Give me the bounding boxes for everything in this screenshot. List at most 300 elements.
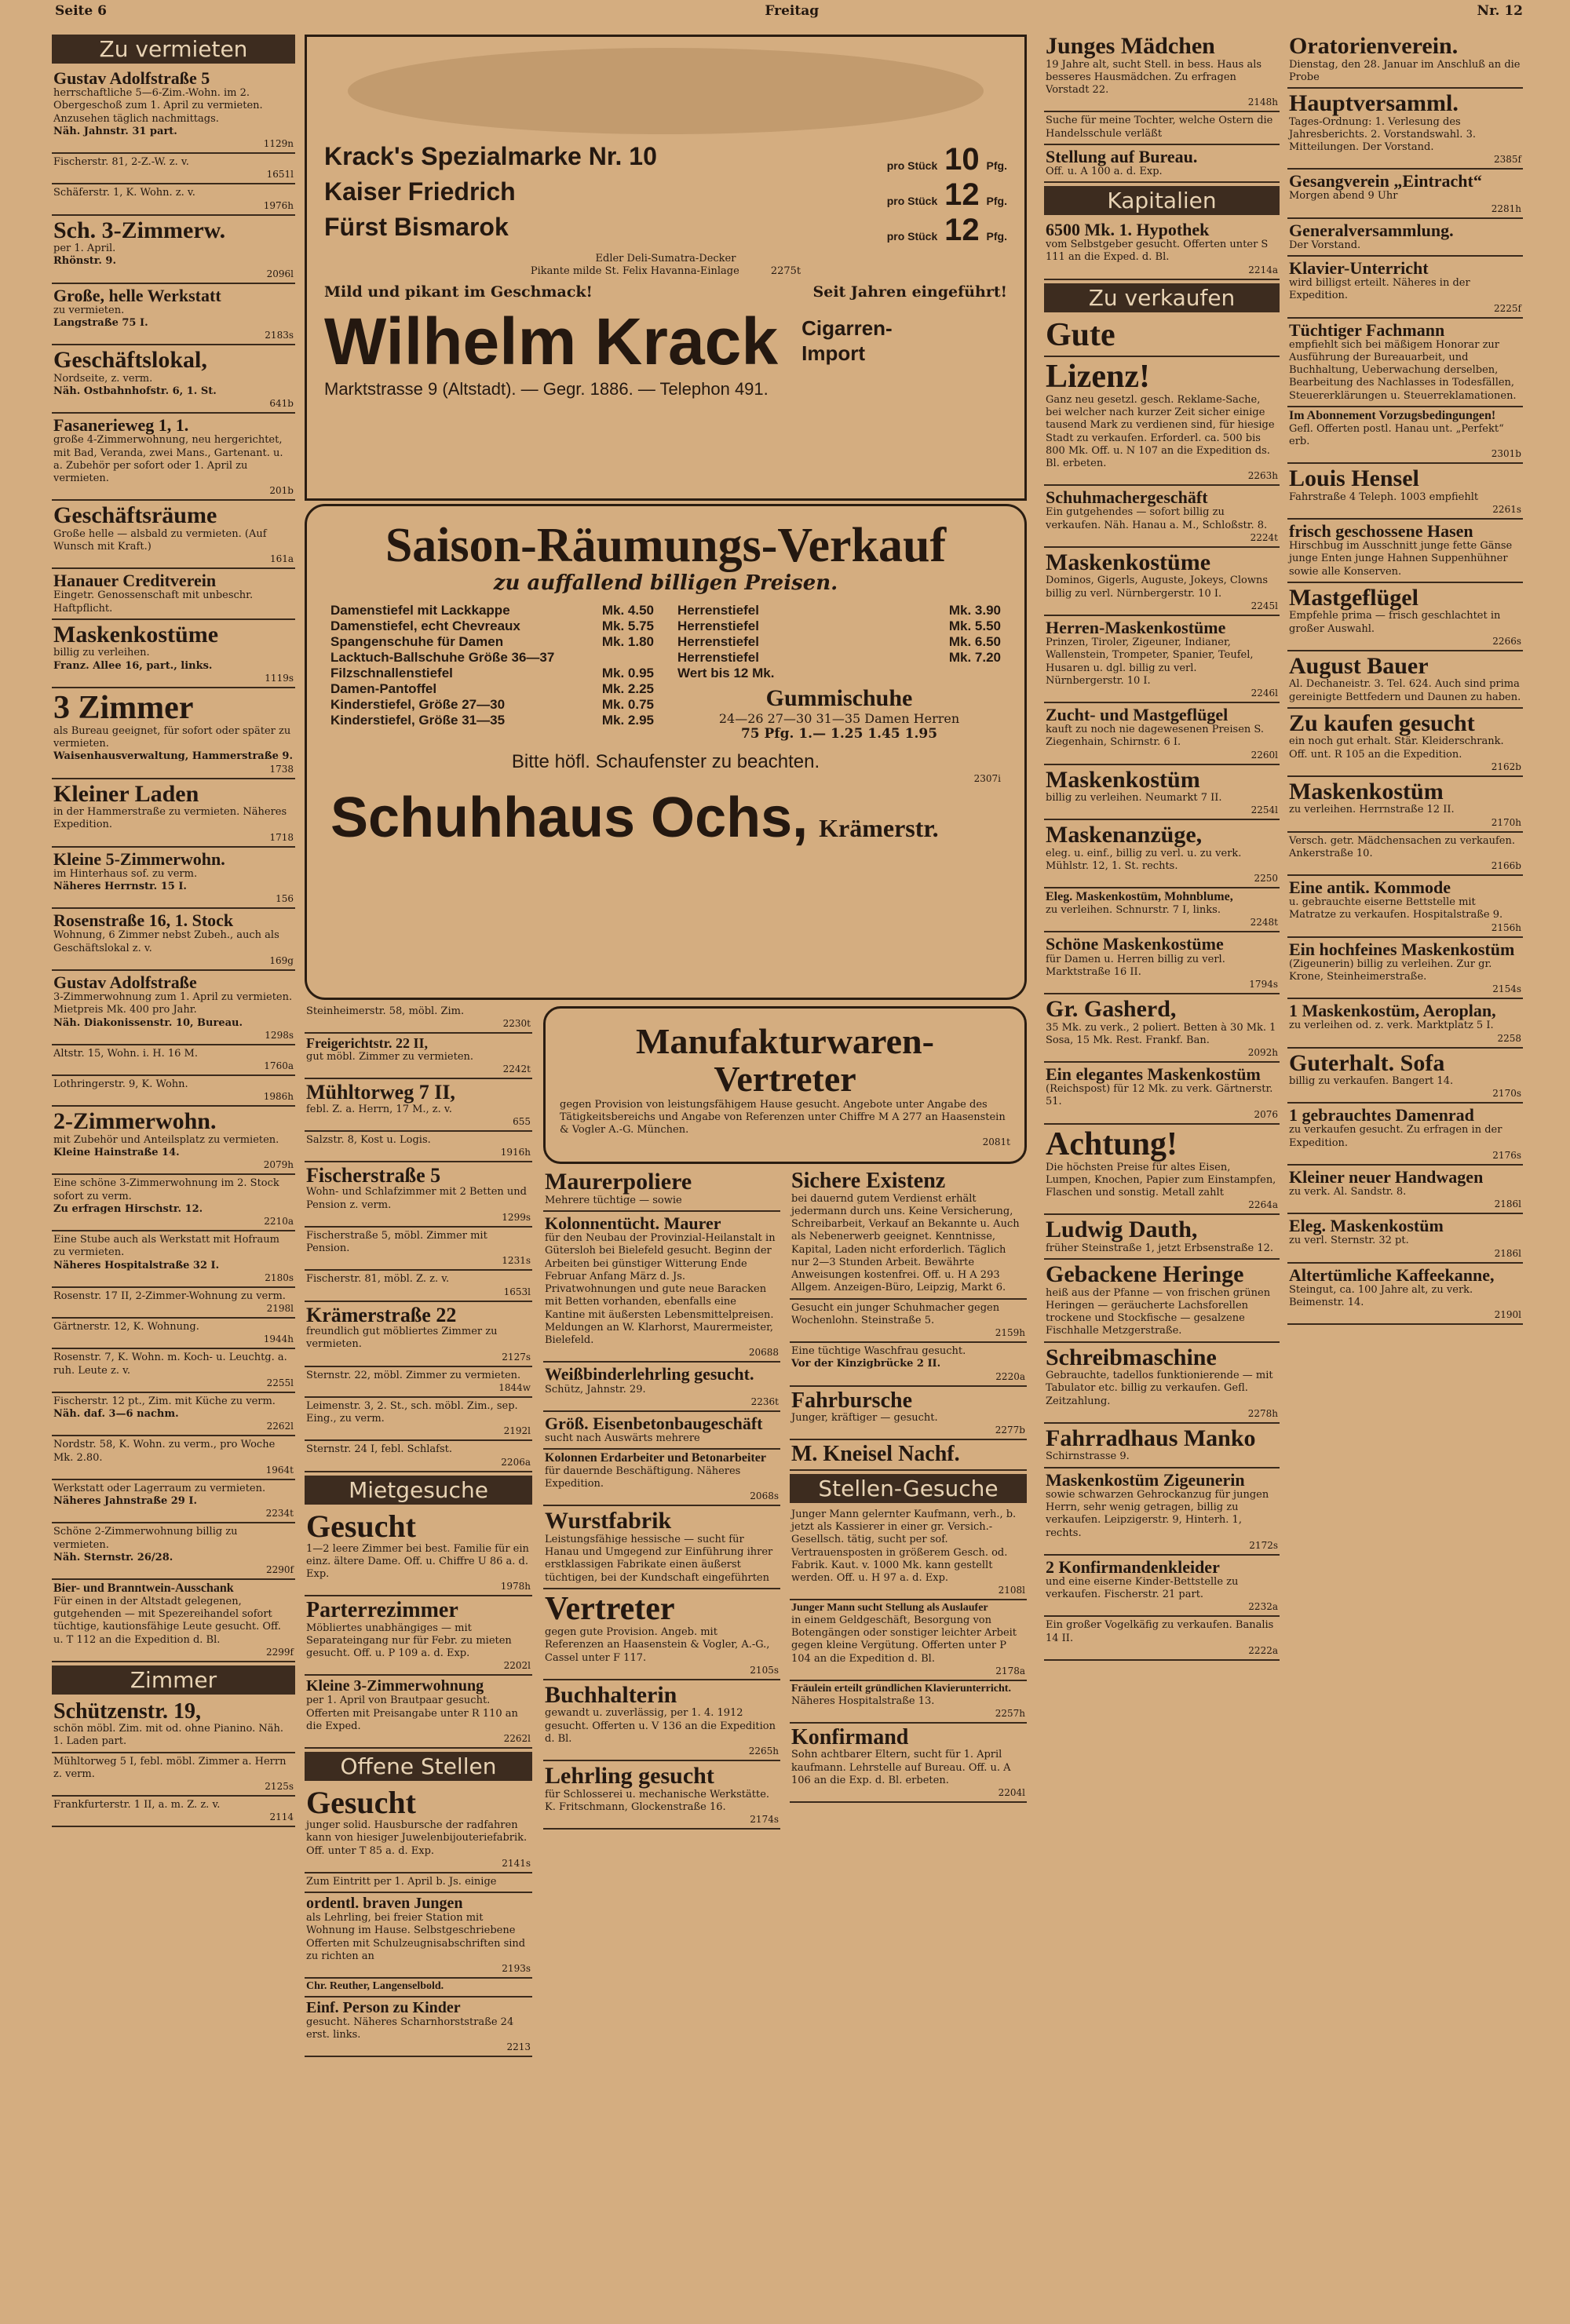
classified-ad [52,1288,295,1319]
ad-headline: Eleg. Maskenkostüm [1289,1216,1444,1236]
ad-code: 2193s [502,1963,531,1975]
ad-headline: Große, helle Werkstatt [53,285,221,305]
ad-text: (Zigeunerin) billig zu verleihen. Zur gr. Krone, Steinheimerstraße. [1289,958,1492,983]
ad-headline: Geschäftslokal, [53,347,207,374]
ad-address: Rhönstr. 9. [53,255,116,268]
classified-ad [1287,1166,1523,1214]
shoe-price-row [330,666,654,681]
ad-text: Gefl. Offerten postl. Hanau unt. „Perfekt“ erb. [1289,422,1504,447]
ad-headline: Ein hochfeines Maskenkostüm [1289,939,1515,959]
ad-text: Nordstr. 58, K. Wohn. zu verm., pro Woche Mk. 2.80. [53,1439,276,1464]
ad-text: 3-Zimmerwohnung zum 1. April zu vermieten. Mietpreis Mk. 400 pro Jahr. [53,991,293,1016]
construction-job-ads [543,1167,780,1830]
section-heading: Stellen-Gesuche [790,1474,1027,1503]
classified-ad [1044,1343,1280,1424]
ad-text: Nordseite, z. verm. [53,372,153,385]
ad-code: 641b [269,398,294,410]
classified-ad [543,1363,780,1411]
classified-ad [52,154,295,184]
shoe-price: Mk. 6.50 [948,634,1001,650]
shoe-item: Lacktuch-Ballschuhe Größe 36—37 [330,650,555,666]
issue-number: Nr. 12 [1477,3,1523,19]
ad-code: 1944h [263,1333,294,1345]
ad-address: Näheres Hospitalstraße 32 I. [53,1259,220,1271]
ad-text: febl. Z. a. Herrn, 17 M., z. v. [306,1103,452,1115]
classified-ad [52,1076,295,1107]
column-4 [1287,31,1523,1325]
ad-text: Fischerstr. 81, 2-Z.-W. z. v. [53,156,189,169]
column-1 [52,31,295,1827]
ad-text: zu verleihen. Schnurstr. 7 I, links. [1046,904,1221,917]
ad-text: Eingetr. Genossenschaft mit unbeschr. Haftpflicht. [53,589,254,615]
ad-text: billig zu verleihen. Neumarkt 7 II. [1046,792,1222,804]
ad-headline: Parterrezimmer [306,1598,458,1623]
ad-headline: Konfirmand [791,1724,909,1749]
ad-headline: Hauptversamml. [1289,90,1459,116]
shoe-price: Mk. 5.75 [601,618,654,634]
ad-headline: Mühltorweg 7 II, [306,1081,455,1104]
ad-text: Zum Eintritt per 1. April b. Js. einige [306,1875,497,1888]
cigar-price-group [887,177,1007,213]
ad-address: Näheres Jahnstraße 29 I. [53,1495,197,1507]
ad-code: 2096l [266,268,294,279]
classified-ad [1044,1424,1280,1468]
ad-text: Schütz, Jahnstr. 29. [545,1383,646,1395]
ad-text: Wohn- und Schlafzimmer mit 2 Betten und Pension z. verm. [306,1186,527,1211]
classified-ad [305,1441,532,1472]
ad-code: 2225f [1494,302,1521,314]
classified-ad [790,1506,1027,1601]
ad-address: Näheres Herrnstr. 15 I. [53,881,187,893]
rental-wanted-ads [305,1508,532,1749]
ad-headline: Fahrbursche [791,1388,912,1413]
ad-text: in einem Geldgeschäft, Besorgung von Botengängen oder sonstiger leichter Arbeit gegen kleine Vergütung. Offerten unter P 104 an die Expedition d. Bl. [791,1614,1017,1665]
shoe-item: Filzschnallenstiefel [330,666,453,681]
cigar-name: Fürst Bismarok [324,213,509,241]
classified-ad [1044,357,1280,487]
ad-text: Suche für meine Tochter, welche Ostern die Handelsschule verläßt [1046,115,1273,140]
ad-text: Sohn achtbarer Eltern, sucht für 1. April kaufmann. Lehrstelle auf Bureau. Off. u. A 106 an die Exp. d. Bl. erbeten. [791,1749,1011,1786]
cigar-slogans [324,283,1007,301]
ad-code: 2264a [1248,1199,1278,1211]
classified-ad [543,1212,780,1363]
classified-ad [305,1034,532,1079]
ad-text: sowie schwarzen Gehrockanzug für jungen Herrn, sehr wenig getragen, billig zu verkaufen. Leipzigerstr. 9, Hinterh. 1, rechts. [1046,1488,1269,1539]
ad-headline: Schützenstr. 19, [53,1698,201,1724]
ad-text: Eine tüchtige Waschfrau gesucht. [791,1345,966,1358]
shoe-sale-ad [305,504,1027,1000]
ad-code: 2204l [998,1787,1025,1799]
ad-text: für Damen u. Herren billig zu verl. Marktstraße 16 II. [1046,953,1225,978]
ad-code: 2105s [750,1664,779,1676]
ad-text: eleg. u. einf., billig zu verl. u. zu verk. Mühlstr. 12, 1. St. rechts. [1046,847,1242,873]
ad-code: 2222a [1248,1644,1278,1656]
classified-ad [790,1681,1027,1724]
ad-code: 2234t [265,1508,294,1520]
ad-code: 2262l [266,1421,294,1432]
ad-text: Rosenstr. 17 II, 2-Zimmer-Wohnung zu verm. [53,1290,286,1302]
cigar-pf: Pfg. [986,195,1007,207]
classified-ad [543,1167,780,1212]
ad-code: 2246l [1251,688,1278,699]
ad-headline: Geschäftsräume [53,502,217,529]
classified-ad [305,1596,532,1676]
ad-text: billig zu verleihen. [53,647,150,659]
ad-text: Möbliertes unabhängiges — mit Separateingang nur für Febr. zu mieten gesucht. Off. u. P 109 a. d. Exp. [306,1622,512,1660]
ad-address: Näh. daf. 3—6 nachm. [53,1408,179,1420]
shoe-price: Mk. 1.80 [601,634,654,650]
shoe-item: Wert bis 12 Mk. [677,666,775,681]
classified-ad [1044,316,1280,357]
ad-text: als Lehrling, bei freier Station mit Wohnung im Hause. Selbstgeschriebene Offerten mit Schulzeugnisabschriften sind zu richten an [306,1912,526,1962]
cigar-unit: pro Stück [886,159,938,172]
ad-text: Für einen in der Altstadt gelegenen, gutgehenden — mit Spezereihandel sofort tüchtige, kautionsfähige Leute gesucht. Off. u. T 112 an die Expedition d. Bl. [53,1595,281,1646]
ad-code: 2385f [1494,154,1521,166]
ad-headline: M. Kneisel Nachf. [791,1442,960,1467]
ad-text: Der Vorstand. [1289,239,1361,251]
cigar-price: 12 [944,213,980,247]
sale-ads [1044,31,1280,1661]
ad-code: 2299f [266,1646,294,1658]
ad-text: in der Hammerstraße zu vermieten. Näheres Expedition. [53,806,287,831]
classified-ad [1287,1214,1523,1263]
ad-code: 2213 [506,2041,531,2053]
ad-code: 2220a [995,1370,1025,1382]
shoe-price-row [677,650,1001,666]
ad-text: Fischerstraße 5, möbl. Zimmer mit Pension. [306,1229,487,1255]
classified-ad [543,1589,780,1680]
classified-ad [1044,548,1280,616]
ad-text: gut möbl. Zimmer zu vermieten. [306,1051,474,1063]
shoe-price: Mk. 0.75 [601,697,654,713]
cigar-price-row [324,213,1007,248]
manufaktur-code: 2081t [982,1136,1010,1148]
classified-ad [52,284,295,346]
ad-code: 2255l [266,1377,294,1388]
ad-text: Eine schöne 3-Zimmerwohnung im 2. Stock sofort zu verm. [53,1177,279,1202]
ad-headline: Fasanerieweg 1, 1. [53,415,189,436]
shoe-item: Damen-Pantoffel [330,681,437,697]
ad-text: empfiehlt sich bei mäßigem Honorar zur Ausführung der Bureauarbeit, und Buchhaltung, Ueberwachung derselben, Bearbeitung des Nachlasses in Todesfällen, Steuererklärungen u. Steuerreklamationen. [1289,338,1517,402]
ad-headline: Rosenstraße 16, 1. Stock [53,910,234,931]
classified-ad [1287,938,1523,1000]
classified-ad [52,569,295,620]
classified-ad [1044,145,1280,183]
ad-code: 156 [276,893,294,905]
ad-headline: Tüchtiger Fachmann [1289,319,1445,340]
ad-text: herrschaftliche 5—6-Zim.-Wohn. im 2. Obergeschoß zum 1. April zu vermieten. Anzusehen täglich nachmittags. [53,87,263,125]
ad-text: Mehrere tüchtige — sowie [545,1194,682,1206]
ad-text: bei dauernd gutem Verdienst erhält jedermann durch uns. Keine Versicherung, Schreibarbeit, Verkauf an Bekannte u. Auch als Nebenerwerb geeignet. Kenntnisse, Kapital, Laden nicht erforderlich. Täglich nur 2—3 Stunden Arbeit. Bewährte Anweisungen kostenfrei. Off. u. H A 293 Allgem. Anzeigen-Büro, Leipzig, Markt 6. [791,1192,1020,1294]
classified-ad [52,1523,295,1580]
ad-code: 2250 [1254,873,1278,885]
classified-ad [1287,89,1523,170]
column-2-left-strip [305,1003,532,2057]
cigar-price: 10 [944,142,980,177]
ad-code: 1844w [498,1381,531,1393]
ad-text: große 4-Zimmerwohnung, neu hergerichtet, mit Bad, Veranda, zwei Mans., Gartenant. u. a. Zubehör per sofort oder 1. April zu vermieten. [53,434,283,485]
section-heading-mietgesuche: Mietgesuche [305,1476,532,1505]
classified-ad [790,1167,1027,1299]
ad-text: Gebrauchte, tadellos funktionierende — mit Tabulator etc. billig zu verkaufen. Gefl. Zeitzahlung. [1046,1370,1273,1407]
ad-headline: Zucht- und Mastgeflügel [1046,705,1229,725]
classified-ad [790,1600,1027,1681]
cigar-pf: Pfg. [986,230,1007,243]
ad-headline: Größ. Eisenbetonbaugeschäft [545,1413,763,1433]
classified-ad [790,1387,1027,1441]
classified-ad [1287,407,1523,464]
column-2-right-block [543,1003,1027,2057]
ad-code: 1794s [1249,979,1278,991]
ad-code: 1760a [264,1060,294,1071]
classified-ad [1044,703,1280,765]
classified-ad [52,1107,295,1175]
classified-ad [1287,219,1523,257]
ad-code: 2176s [1492,1149,1521,1161]
classified-ad [52,345,295,414]
column-2-lower [305,1003,1027,2057]
cigar-note-2: Pikante milde St. Felix Havanna-Einlage [530,265,739,278]
shoe-price: Mk. 2.95 [601,713,654,728]
classified-ad [52,1698,295,1753]
classified-ad [1287,1049,1523,1104]
ad-headline: Gustav Adolfstraße [53,972,197,992]
ad-text: u. gebrauchte eiserne Bettstelle mit Matratze zu verkaufen. Hospitalstraße 9. [1289,896,1503,921]
ad-code: 2159h [995,1327,1025,1339]
shoe-price-row [677,618,1001,634]
ad-text: für dauernde Beschäftigung. Näheres Expedition. [545,1465,741,1490]
ad-code: 2290f [266,1564,294,1575]
cigar-ad [305,35,1027,501]
ad-code: 2254l [1251,804,1278,816]
manufaktur-title-2: Vertreter [714,1059,856,1100]
classified-ad [52,848,295,910]
ad-code: 1916h [500,1147,531,1158]
ad-code: 2108l [998,1585,1025,1596]
ad-headline: Maskenkostüm Zigeunerin [1046,1469,1245,1490]
ad-address: Vor der Kinzigbrücke 2 II. [791,1358,941,1370]
ad-text: 35 Mk. zu verk., 2 poliert. Betten à 30 Mk. 1 Sosa, 15 Mk. Rest. Frankf. Ban. [1046,1021,1276,1046]
classified-ad [1287,319,1523,407]
ad-headline: 6500 Mk. 1. Hypothek [1046,220,1210,240]
shoe-price-row [677,634,1001,650]
ad-headline: August Bauer [1289,652,1429,679]
ad-code: 2174s [750,1814,779,1826]
shoe-price-row [330,713,654,728]
ad-text: Mühltorweg 5 I, febl. möbl. Zimmer a. Herrn z. verm. [53,1755,287,1780]
classified-ad [1287,999,1523,1048]
ad-code: 2263h [1247,470,1278,482]
cigar-price-row [324,177,1007,213]
ad-text: 1—2 leere Zimmer bei best. Familie für ein einz. ältere Dame. Off. u. Chiffre U 86 a. d. Exp. [306,1542,529,1581]
ad-text: Näheres Hospitalstraße 13. [791,1695,935,1707]
ad-text: Altstr. 15, Wohn. i. H. 16 M. [53,1047,198,1060]
shoe-price-row [330,650,654,666]
shoe-item: Spangenschuhe für Damen [330,634,504,650]
ad-text: gegen gute Provision. Angeb. mit Referenzen an Haasenstein & Vogler, A.-G., Cassel unter F 117. [545,1626,770,1664]
shoe-price: Mk. 3.90 [948,603,1001,618]
ad-headline: Eine antik. Kommode [1289,877,1451,898]
classified-ad [1044,820,1280,888]
ad-code: 655 [513,1115,531,1127]
ad-headline: Stellung auf Bureau. [1046,146,1198,166]
ad-text: zu verkaufen gesucht. Zu erfragen in der Expedition. [1289,1124,1502,1149]
ad-text: Versch. getr. Mädchensachen zu verkaufen. Ankerstraße 10. [1289,834,1515,859]
cigar-unit: pro Stück [886,195,938,207]
ad-code: 2172s [1249,1539,1278,1551]
shoe-sale-subtitle: zu auffallend billigen Preisen. [493,571,838,596]
ad-code: 2162b [1491,761,1521,772]
classified-ad [1044,1617,1280,1661]
cigar-price: 12 [944,177,980,212]
ad-headline: Bier- und Branntwein-Ausschank [53,1582,234,1595]
classified-ad [52,184,295,215]
ad-text: Leimenstr. 3, 2. St., sch. möbl. Zim., sep. Eing., zu verm. [306,1399,518,1425]
ad-code: 2068s [750,1490,779,1502]
ad-text: Gärtnerstr. 12, K. Wohnung. [53,1321,199,1333]
cigar-price-row [324,142,1007,177]
cigar-code: 2275t [770,265,801,278]
ad-code: 1129n [263,138,294,150]
ad-text: per 1. April von Brautpaar gesucht. Offerten mit Preisangabe unter R 110 an die Exped. [306,1695,518,1732]
shoe-price-row [330,697,654,713]
column-2-subcols [543,1167,1027,1830]
cigar-illustration [348,48,984,134]
ad-code: 2236t [750,1395,779,1407]
ad-code: 2262l [503,1733,531,1745]
classified-ad [52,1480,295,1524]
ad-text: Prinzen, Tiroler, Zigeuner, Indianer, Wallenstein, Trompeter, Spanier, Teufel, Husaren u. dgl. billig zu verl. Nürnbergerstr. 10 I. [1046,637,1254,687]
classified-ad [1287,520,1523,583]
ad-code: 2190l [1494,1309,1521,1321]
classified-ad [52,1231,295,1288]
classified-ad [1044,994,1280,1063]
classified-ad [1287,651,1523,709]
ad-headline: ordentl. braven Jungen [306,1895,463,1913]
ad-text: zu vermieten. [53,304,125,316]
ad-code: 1231s [502,1255,531,1267]
ad-code: 2260l [1251,749,1278,761]
ad-headline: Einf. Person zu Kinder [306,1998,461,2016]
classified-ad [1044,1556,1280,1618]
ad-text: schön möbl. Zim. mit od. ohne Pianino. Näh. 1. Laden part. [53,1723,284,1748]
ad-address: Kleine Hainstraße 14. [53,1147,180,1158]
classified-ad [1287,257,1523,319]
classified-ad [305,1162,532,1228]
ad-code: 2281h [1491,202,1521,214]
column-2 [305,31,1027,2057]
cigar-brand-tag-2: Import [801,341,866,365]
shoe-list-right [677,603,1001,742]
ad-text: Große helle — alsbald zu vermieten. (Auf Wunsch mit Kraft.) [53,527,267,553]
ad-code: 2277b [995,1425,1025,1436]
section-heading-zu-vermieten: Zu vermieten [52,35,295,64]
ad-headline: Gute [1046,316,1115,353]
classified-ad [305,1997,532,2058]
column-3 [1044,31,1280,1661]
classified-ad [305,1271,532,1301]
ad-headline: Buchhalterin [545,1681,677,1708]
classified-ad [1044,932,1280,994]
ad-text: Al. Dechaneistr. 3. Tel. 624. Auch sind prima gereinigte Bettfedern und Daunen zu haben. [1289,678,1521,703]
classified-ad [52,216,295,284]
ad-code: 1299s [502,1211,531,1223]
cigar-name: Krack's Spezialmarke Nr. 10 [324,142,657,170]
classified-ad [1044,1468,1280,1556]
gummi-prices: 75 Pfg. 1.— 1.25 1.45 1.95 [740,725,938,742]
section-heading: Kapitalien [1044,186,1280,215]
ad-text: früher Steinstraße 1, jetzt Erbsenstraße 12. [1046,1242,1274,1254]
section-heading-offene-stellen: Offene Stellen [305,1752,532,1781]
ad-code: 161a [269,553,294,565]
ad-text: zu verleihen. Herrnstraße 12 II. [1289,804,1455,816]
ad-code: 2230t [502,1018,531,1030]
classified-ad [1044,1125,1280,1216]
ad-code: 2166b [1491,860,1521,872]
ad-headline: Wurstfabrik [545,1508,672,1534]
ad-headline: Altertümliche Kaffeekanne, [1289,1264,1495,1285]
ad-text: (Reichspost) für 12 Mk. zu verk. Gärtnerstr. 51. [1046,1083,1273,1108]
ad-text: sucht nach Auswärts mehrere [545,1432,700,1444]
ad-code: 1298s [265,1029,294,1041]
classified-ad [52,1045,295,1076]
shoe-item: Kinderstiefel, Größe 27—30 [330,697,506,713]
cigar-address: Marktstrasse 9 (Altstadt). — Gegr. 1886. — Telephon 491. [324,378,769,399]
shoe-item: Herrenstiefel [677,603,759,618]
ad-code: 169g [269,954,294,966]
ad-code: 2178a [995,1665,1025,1676]
ad-code: 2180s [265,1271,294,1283]
ad-text: Gesucht ein junger Schuhmacher gegen Wochenlohn. Steinstraße 5. [791,1301,1000,1326]
shoe-price-row [330,634,654,650]
classified-ad [305,1398,532,1442]
ad-address: Franz. Allee 16, part., links. [53,659,213,672]
classified-ad [1044,1215,1280,1260]
ad-address: Näh. Jahnstr. 31 part. [53,125,177,137]
shoe-item: Damenstiefel, echt Chevreaux [330,618,520,634]
ad-headline: Kolonnentücht. Maurer [545,1213,721,1234]
ad-text: Fahrstraße 4 Teleph. 1003 empfiehlt [1289,491,1479,503]
ad-text: im Hinterhaus sof. zu verm. [53,867,198,880]
ad-headline: Mastgeflügel [1289,584,1418,611]
shoe-price-row [330,681,654,697]
shoe-price-row [677,666,1001,681]
classified-ad [305,1132,532,1162]
shoe-price-row [677,603,1001,618]
classified-ad [1044,1063,1280,1125]
ad-text: zu verl. Sternstr. 32 pt. [1289,1235,1409,1247]
ad-text: zu verleihen od. z. verk. Marktplatz 5 I. [1289,1020,1494,1032]
ad-headline: 1 Maskenkostüm, Aeroplan, [1289,1001,1496,1021]
classified-ad [52,1797,295,1827]
cigar-slogan-right: Seit Jahren eingeführt! [812,283,1007,301]
ad-code: 2242t [502,1063,531,1075]
ad-headline: Maskenkostüme [1046,549,1211,575]
ad-headline: frisch geschossene Hasen [1289,520,1473,541]
shoe-shop-street: Krämerstr. [819,813,939,842]
ad-text: für den Neubau der Provinzial-Heilanstalt in Gütersloh bei Bielefeld gesucht. Beginn der Arbeiten bei günstiger Witterung Ende Februar Anfang März d. Js. Privatwohnungen und gute neue Baracken mit Betten vorhanden, ebenfalls eine Kantine mit äußersten Lebensmittelpreisen. Meldungen an W. Klarhorst, Maurermeister, Bielefeld. [545,1232,776,1347]
ad-headline: Eleg. Maskenkostüm, Mohnblume, [1046,890,1233,904]
classified-ad [52,909,295,971]
classified-ad [305,1302,532,1367]
ad-code: 2248t [1250,917,1278,929]
classified-ad [305,1979,532,1997]
classified-ad [52,620,295,688]
ad-text: Sternstr. 22, möbl. Zimmer zu vermieten. [306,1369,521,1381]
shoe-notice: Bitte höfl. Schaufenster zu beachten. [511,750,820,772]
ad-code: 1651l [266,169,294,181]
cigar-brand-tag [801,316,893,365]
